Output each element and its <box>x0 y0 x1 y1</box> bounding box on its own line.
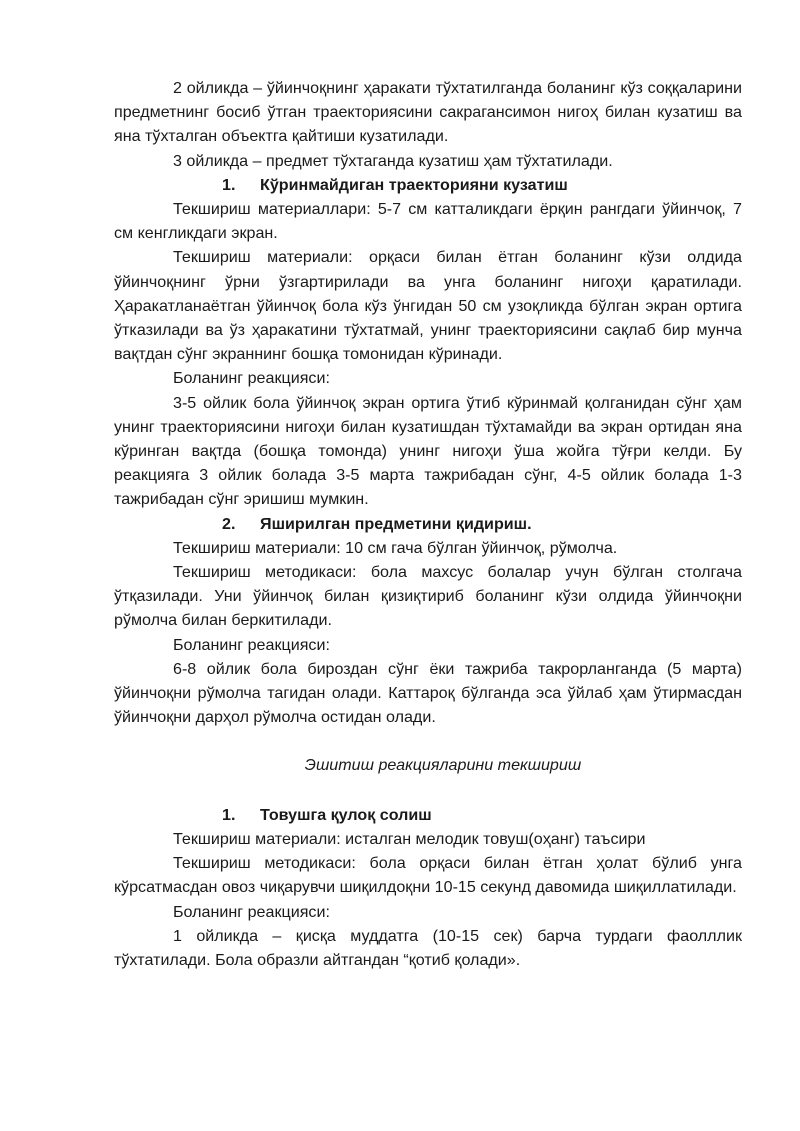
paragraph: 6-8 ойлик бола бироздан сўнг ёки тажриба такрорланганда (5 марта) ўйинчоқни рўмолча тагидан олади. Каттароқ бўлганда эса ўйлаб ҳам ўтирмасдан ўйинчоқни дарҳол рўмолча остидан олади. <box>114 659 742 727</box>
spacer <box>114 729 742 753</box>
paragraph: Текшириш материали: 10 см гача бўлган ўйинчоқ, рўмолча. <box>173 538 618 557</box>
heading-number: 1. <box>222 175 236 194</box>
section-heading <box>114 173 742 197</box>
paragraph: 3 ойликда – предмет тўхтаганда кузатиш ҳам тўхтатилади. <box>173 151 613 170</box>
paragraph: Текшириш методикаси: бола махсус болалар учун бўлган столгача ўтқазилади. Уни ўйинчоқ билан қизиқтириб боланинг кўзи олдида ўйинчоқни рўмолча билан беркитилади. <box>114 563 742 630</box>
document-page <box>114 76 742 972</box>
paragraph: Текшириш материаллари: 5-7 см катталикдаги ёрқин рангдаги ўйинчоқ, 7 см кенгликдаги экран. <box>114 200 742 243</box>
paragraph: Текшириш материали: орқаси билан ётган боланинг кўзи олдида ўйинчоқнинг ўрни ўзгартирилади ва унга боланинг нигоҳи қаратилади. Ҳаракатланаётган ўйинчоқ бола кўз ўнгидан 50 см узоқликда бўлган экран ортига ўтказилади ва ўз ҳаракатини тўхтатмай, унинг траекториясини сақлаб бир мунча вақтдан сўнг экраннинг бошқа томонидан кўринади. <box>114 248 742 364</box>
heading-text: Кўринмайдиган траекторияни кузатиш <box>260 175 568 194</box>
section-heading <box>114 803 742 827</box>
paragraph: Боланинг реакцияси: <box>173 902 330 921</box>
paragraph: 1 ойликда – қисқа муддатга (10-15 сек) барча турдаги фаолллик тўхтатилади. Бола образли айтгандан “қотиб қолади». <box>114 926 742 969</box>
paragraph: Боланинг реакцияси: <box>173 635 330 654</box>
paragraph: 2 ойликда – ўйинчоқнинг ҳаракати тўхтатилганда боланинг кўз соққаларини предметнинг босиб ўтган траекториясини сакрагансимон нигоҳ билан кузатиш ва яна тўхталган объектга қайтиши кузатилади. <box>114 79 742 146</box>
heading-number: 2. <box>222 514 236 533</box>
heading-number: 1. <box>222 805 236 824</box>
section-heading <box>114 512 742 536</box>
paragraph: Текшириш материали: исталган мелодик товуш(оҳанг) таъсири <box>173 829 646 848</box>
spacer <box>114 778 742 803</box>
section-title: Эшитиш реакцияларини текшириш <box>304 756 582 775</box>
heading-text: Товушга қулоқ солиш <box>260 805 432 824</box>
heading-text: Яширилган предметини қидириш. <box>260 514 532 533</box>
paragraph: Боланинг реакцияси: <box>173 369 330 388</box>
paragraph: 3-5 ойлик бола ўйинчоқ экран ортига ўтиб кўринмай қолганидан сўнг ҳам унинг траекториясини нигоҳи билан кузатишдан тўхтамайди ва экран ортидан яна кўринган вақтда (бошқа томонда) унинг нигоҳи ўша жойга тўғри келди. Бу реакцияга 3 ойлик болада 3-5 марта тажрибадан сўнг, 4-5 ойлик болада 1-3 тажрибадан сўнг эришиш мумкин. <box>114 393 742 509</box>
paragraph: Текшириш методикаси: бола орқаси билан ётган ҳолат бўлиб унга кўрсатмасдан овоз чиқарувчи шиқилдоқни 10-15 секунд давомида шиқиллатилади. <box>114 854 742 897</box>
